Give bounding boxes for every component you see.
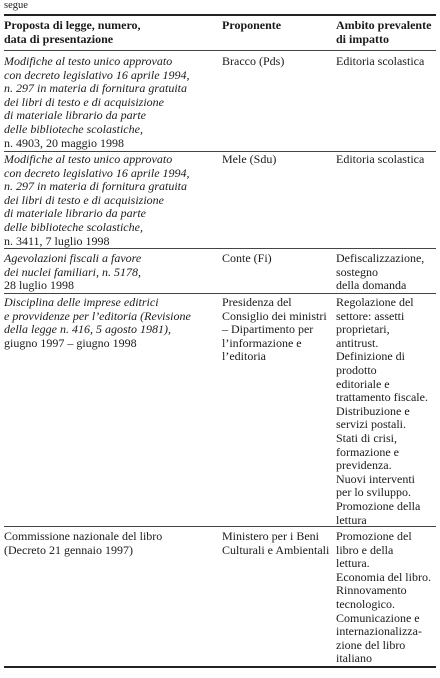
cell-line: dei nuclei familiari, n. 5178, xyxy=(4,264,141,279)
cell-line: Editoria scolastica xyxy=(336,54,425,68)
header-col-proposta xyxy=(4,19,204,46)
row-1-ambito xyxy=(336,55,436,69)
row-4-ambito xyxy=(336,296,436,527)
cell-line: n. 4903, 20 maggio 1998 xyxy=(4,135,124,150)
cell-line: n. 3411, 7 luglio 1998 xyxy=(4,233,110,248)
cell-line: internazionalizza- xyxy=(336,624,422,639)
cell-line: servizi postali. xyxy=(336,417,406,432)
cell-line: giugno 1997 – giugno 1998 xyxy=(4,335,137,350)
header-line: Proposta di legge, numero, xyxy=(4,18,141,32)
cell-line: Bracco (Pds) xyxy=(222,54,285,68)
cell-line: tecnologico. xyxy=(336,596,395,611)
row-5-proposta xyxy=(4,530,204,557)
cell-line: l’editoria xyxy=(222,349,266,364)
cell-line: Promozione della xyxy=(336,498,421,513)
cell-line: Rinnovamento xyxy=(336,583,407,598)
row-3-proponente xyxy=(222,252,332,266)
cell-line: Modifiche al testo unico approvato xyxy=(4,54,173,68)
cell-line: libro e della xyxy=(336,542,394,557)
header-line: Proponente xyxy=(222,18,282,32)
header-line: Ambito prevalente xyxy=(336,18,432,32)
cell-line: con decreto legislativo 16 aprile 1994, xyxy=(4,165,190,180)
row-1-proponente xyxy=(222,55,332,69)
cell-line: Commissione nazionale del libro xyxy=(4,529,163,543)
row-2-ambito xyxy=(336,153,436,167)
header-line: data di presentazione xyxy=(4,31,114,46)
row-2-proposta xyxy=(4,153,204,248)
cell-line: Agevolazioni fiscali a favore xyxy=(4,251,142,265)
header-col-ambito xyxy=(336,19,436,46)
cell-line: Economia del libro. xyxy=(336,569,431,584)
cell-line: proprietari, xyxy=(336,322,390,337)
cell-line: Distribuzione e xyxy=(336,403,410,418)
cell-line: per lo sviluppo. xyxy=(336,485,411,500)
cell-line: Stati di crisi, xyxy=(336,430,397,445)
header-col-proponente xyxy=(222,19,332,33)
cell-line: prodotto xyxy=(336,362,377,377)
cell-line: della legge n. 416, 5 agosto 1981), xyxy=(4,322,171,337)
header-bottom-rule xyxy=(4,50,436,51)
row-2-proponente xyxy=(222,153,332,167)
cell-line: previdenza. xyxy=(336,458,392,473)
cell-line: trattamento fiscale. xyxy=(336,390,428,405)
cell-line: Conte (Fi) xyxy=(222,251,272,265)
cell-line: (Decreto 21 gennaio 1997) xyxy=(4,542,133,557)
row-3-proposta xyxy=(4,252,204,293)
cell-line: Ministero per i Beni xyxy=(222,529,319,543)
header-line: di impatto xyxy=(336,31,390,46)
cell-line: Editoria scolastica xyxy=(336,152,425,166)
cell-line: editoriale e xyxy=(336,376,390,391)
cell-line: italiano xyxy=(336,651,372,666)
cell-line: lettura xyxy=(336,512,367,527)
cell-line: n. 297 in materia di fornitura gratuita xyxy=(4,81,188,96)
cell-line: dei libri di testo e di acquisizione xyxy=(4,94,164,109)
cell-line: e provvidenze per l’editoria (Revisione xyxy=(4,308,191,323)
cell-line: con decreto legislativo 16 aprile 1994, xyxy=(4,67,190,82)
cell-line: Nuovi interventi xyxy=(336,471,415,486)
cell-line: Defiscalizzazione, xyxy=(336,251,425,265)
cell-line: Culturali e Ambientali xyxy=(222,542,330,557)
cell-line: sostegno xyxy=(336,264,378,279)
cell-line: Modifiche al testo unico approvato xyxy=(4,152,173,166)
cell-line: – Dipartimento per xyxy=(222,322,314,337)
cell-line: Regolazione del xyxy=(336,295,414,309)
cell-line: Disciplina delle imprese editrici xyxy=(4,295,159,309)
cell-line: Consiglio dei ministri xyxy=(222,308,327,323)
cell-line: n. 297 in materia di fornitura gratuita xyxy=(4,179,188,194)
cell-line: lettura. xyxy=(336,556,370,571)
row-1-proposta xyxy=(4,55,204,150)
cell-line: Promozione del xyxy=(336,529,412,543)
cell-line: Presidenza del xyxy=(222,295,292,309)
cell-line: delle biblioteche scolastiche, xyxy=(4,121,143,136)
row-3-ambito xyxy=(336,252,436,293)
cell-line: settore: assetti xyxy=(336,308,405,323)
continuation-label: segue xyxy=(4,0,28,11)
row-5-proponente xyxy=(222,530,332,557)
table-top-rule xyxy=(4,14,436,16)
cell-line: l’informazione e xyxy=(222,335,302,350)
cell-line: formazione e xyxy=(336,444,399,459)
cell-line: zione del libro xyxy=(336,637,406,652)
row-4-proposta xyxy=(4,296,204,350)
cell-line: di materiale librario da parte xyxy=(4,108,146,123)
cell-line: della domanda xyxy=(336,278,407,293)
cell-line: di materiale librario da parte xyxy=(4,206,146,221)
row-rule xyxy=(4,248,436,249)
cell-line: 28 luglio 1998 xyxy=(4,278,75,293)
row-4-proponente xyxy=(222,296,332,364)
cell-line: Comunicazione e xyxy=(336,610,420,625)
row-rule xyxy=(4,293,436,294)
cell-line: antitrust. xyxy=(336,335,379,350)
cell-line: dei libri di testo e di acquisizione xyxy=(4,192,164,207)
cell-line: Definizione di xyxy=(336,349,405,364)
cell-line: Mele (Sdu) xyxy=(222,152,277,166)
cell-line: delle biblioteche scolastiche, xyxy=(4,219,143,234)
table-bottom-rule xyxy=(4,666,436,668)
row-rule xyxy=(4,526,436,527)
row-5-ambito xyxy=(336,530,436,666)
